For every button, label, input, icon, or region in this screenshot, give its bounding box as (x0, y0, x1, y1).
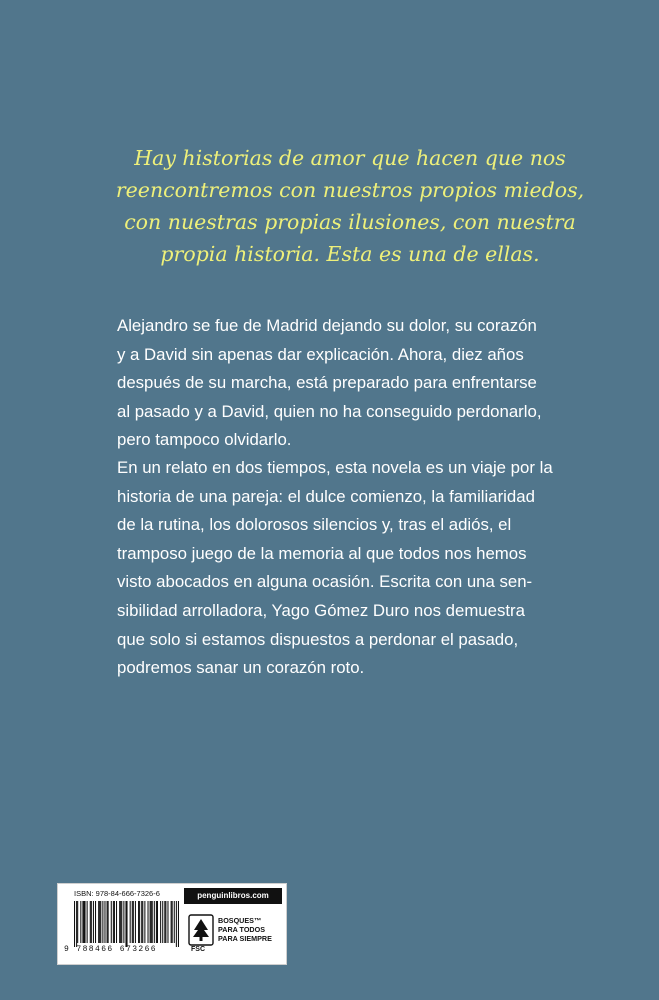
barcode-bar (120, 901, 121, 943)
synopsis-paragraph-1 (117, 312, 597, 455)
fsc-slogan-line: PARA TODOS (218, 925, 265, 934)
barcode-bar (152, 901, 153, 943)
barcode-bar (141, 901, 142, 943)
tagline-line: Hay historias de amor que hacen que nos (134, 146, 566, 170)
synopsis-line: y a David sin apenas dar explicación. Ahora, diez años (117, 344, 524, 364)
barcode-bar (156, 901, 157, 943)
barcode-bar (90, 901, 91, 943)
synopsis-line: al pasado y a David, quien no ha conseguido perdonarlo, (117, 401, 542, 421)
barcode-bar (116, 901, 117, 943)
fsc-certification (188, 912, 282, 956)
synopsis-line: En un relato en dos tiempos, esta novela es un viaje por la (117, 458, 553, 477)
barcode-bar (138, 901, 139, 943)
barcode-bar (151, 901, 152, 943)
isbn-label: ISBN: 978-84-666-7326-6 (74, 889, 160, 898)
barcode-bar (93, 901, 94, 943)
barcode-bar (82, 901, 83, 943)
barcode-bar (160, 901, 161, 943)
barcode-bar (167, 901, 168, 943)
barcode-bar (98, 901, 99, 943)
barcode-bar (162, 901, 163, 943)
barcode-bar (133, 901, 134, 943)
synopsis-line: historia de una pareja: el dulce comienzo, la familiaridad (117, 486, 535, 506)
barcode-bar (127, 901, 128, 947)
synopsis-line: después de su marcha, está preparado para enfrentarse (117, 373, 537, 393)
synopsis-paragraph-2 (117, 454, 597, 683)
synopsis-line: pero tampoco olvidarlo. (117, 430, 292, 450)
barcode-bar (171, 901, 172, 943)
barcode-bar (132, 901, 133, 943)
barcode-bar (99, 901, 100, 943)
barcode-bar (125, 901, 126, 947)
synopsis-line: que solo si estamos dispuestos a perdonar el pasado, (117, 629, 519, 649)
barcode-bar (135, 901, 136, 943)
publisher-website: penguinlibros.com (184, 888, 282, 904)
barcode-bar (154, 901, 155, 943)
barcode-bar (74, 901, 75, 947)
synopsis-line: Alejandro se fue de Madrid dejando su dolor, su corazón (117, 316, 537, 335)
barcode-bar (148, 901, 149, 943)
barcode-bar (178, 901, 179, 947)
barcode-bar (111, 901, 112, 943)
barcode-bar (123, 901, 124, 943)
barcode-bar (102, 901, 103, 943)
barcode-bar (174, 901, 175, 943)
barcode-number: 9 788466 673266 (64, 945, 158, 954)
barcode-bar (113, 901, 114, 943)
tagline-line: reencontremos con nuestros propios miedos, (115, 178, 585, 202)
synopsis-line: podremos sanar un corazón roto. (117, 658, 365, 678)
barcode-bar (130, 901, 131, 943)
barcode-bar (107, 901, 108, 943)
barcode-bar (139, 901, 140, 943)
barcode-bar (150, 901, 151, 943)
barcode-bar (104, 901, 105, 943)
barcode-bar (172, 901, 173, 943)
barcode-bar (157, 901, 158, 943)
barcode-bars (74, 901, 182, 947)
synopsis-line: visto abocados en alguna ocasión. Escrita con una sen- (117, 572, 533, 592)
fsc-tree-icon (188, 914, 214, 946)
barcode-panel (57, 883, 287, 965)
synopsis-line: tramposo juego de la memoria al que todos nos hemos (117, 543, 527, 563)
synopsis-line: de la rutina, los dolorosos silencios y, tras el adiós, el (117, 515, 512, 535)
barcode-bar (114, 901, 115, 943)
barcode-bar (76, 901, 77, 947)
tagline-line: con nuestras propias ilusiones, con nuestra (124, 210, 576, 234)
barcode-bar (119, 901, 120, 943)
barcode-bar (108, 901, 109, 943)
barcode-bar (80, 901, 81, 943)
synopsis-line: sibilidad arrolladora, Yago Gómez Duro nos demuestra (117, 600, 525, 620)
tagline-line: propia historia. Esta es una de ellas. (160, 242, 540, 266)
fsc-slogan-line: BOSQUES™ (218, 916, 262, 925)
fsc-slogan-line: PARA SIEMPRE (218, 934, 272, 943)
barcode-bar (85, 901, 86, 943)
fsc-label: FSC (191, 946, 205, 953)
barcode-bar (83, 901, 84, 943)
barcode-bar (100, 901, 101, 943)
barcode-bar (164, 901, 165, 943)
fsc-slogan (218, 916, 272, 943)
barcode-block (64, 889, 180, 959)
barcode-bar (165, 901, 166, 943)
barcode-bar (176, 901, 177, 947)
barcode-bar (91, 901, 92, 943)
barcode-bar (95, 901, 96, 943)
barcode-bar (87, 901, 88, 943)
barcode-bar (142, 901, 143, 943)
back-cover-tagline (100, 142, 600, 270)
barcode-bar (121, 901, 122, 943)
barcode-bar (144, 901, 145, 943)
barcode-bar (77, 901, 78, 943)
publisher-block (184, 888, 282, 960)
